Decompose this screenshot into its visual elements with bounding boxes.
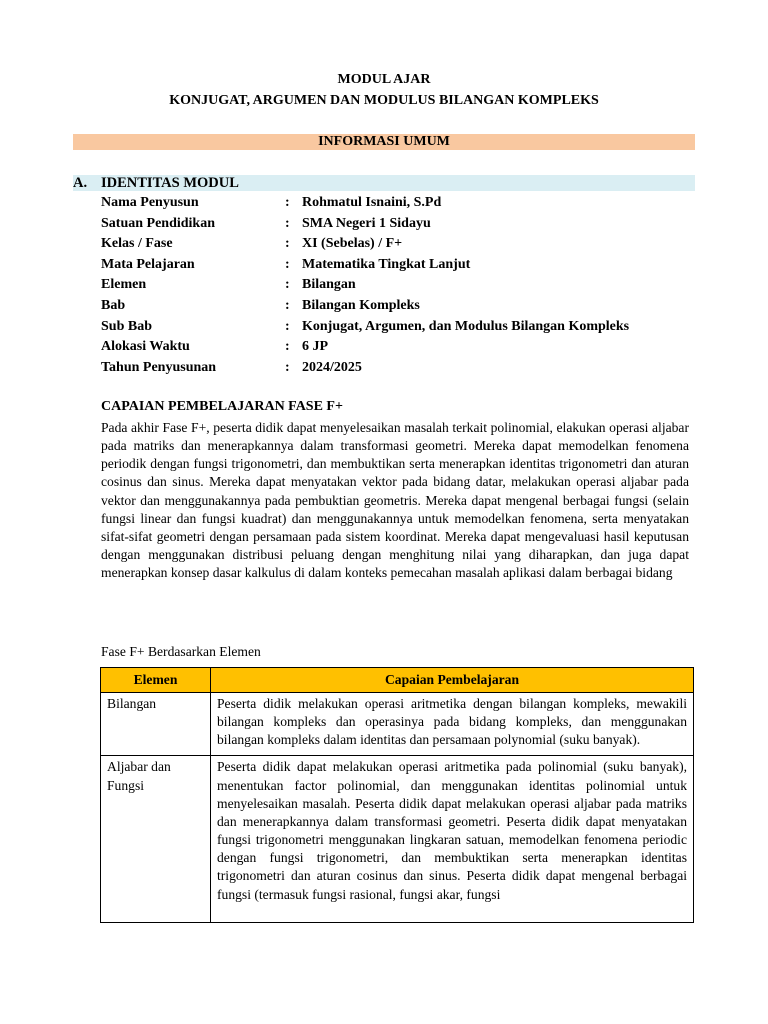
elemen-cell: Bilangan: [101, 693, 211, 756]
identitas-colon: :: [285, 277, 290, 293]
column-header-capaian: Capaian Pembelajaran: [211, 668, 694, 693]
identitas-value: Konjugat, Argumen, dan Modulus Bilangan Kompleks: [302, 318, 630, 334]
identitas-key: Sub Bab: [101, 318, 152, 334]
identitas-row: [101, 193, 701, 214]
module-subtitle: KONJUGAT, ARGUMEN DAN MODULUS BILANGAN KOMPLEKS: [169, 93, 599, 108]
section-label: IDENTITAS MODUL: [101, 175, 239, 191]
column-header-elemen: Elemen: [101, 668, 211, 693]
identitas-key: Kelas / Fase: [101, 236, 173, 252]
section-band-informasi-umum: INFORMASI UMUM: [73, 134, 695, 150]
identitas-key: Mata Pelajaran: [101, 256, 195, 272]
identitas-value: Matematika Tingkat Lanjut: [302, 256, 471, 272]
capaian-cell: [211, 756, 694, 923]
identitas-value: 2024/2025: [302, 359, 362, 375]
section-band-identitas-modul: [73, 175, 695, 191]
identitas-row: [101, 337, 701, 358]
identitas-colon: :: [285, 297, 290, 313]
identitas-row: [101, 214, 701, 235]
identitas-key: Nama Penyusun: [101, 195, 199, 210]
module-title: MODUL AJAR: [337, 72, 431, 87]
identitas-row: [101, 275, 701, 296]
capaian-heading: CAPAIAN PEMBELAJARAN FASE F+: [101, 399, 343, 414]
identitas-key: Elemen: [101, 277, 147, 293]
identitas-colon: :: [285, 318, 290, 334]
identitas-key: Satuan Pendidikan: [101, 215, 215, 231]
section-number: A.: [73, 175, 88, 191]
identitas-row: [101, 255, 701, 276]
identitas-value: Rohmatul Isnaini, S.Pd: [302, 195, 442, 210]
identitas-row: [101, 234, 701, 255]
identitas-value: Bilangan: [302, 277, 356, 293]
identitas-key: Alokasi Waktu: [101, 339, 190, 355]
capaian-cell-text: Peserta didik dapat melakukan operasi aritmetika pada polinomial (suku banyak), menentukan factor polinomial, dan menggunakan identitas polinomial untuk menyelesaikan masalah. Peserta didik dapat melakukan operasi aljabar pada matriks dan menerapkannya dalam transformasi geometri. Peserta didik dapat menyatakan fungsi trigonometri menggunakan lingkaran satuan, memodelkan fenomena periodic dengan fungsi trigonometri, dan membuktikan serta menerapkan identitas trigonometri dan aturan cosinus dan sinus. Peserta didik dapat mengenal berbagai fungsi (termasuk fungsi rasional, fungsi akar, fungsi: [217, 759, 687, 902]
identitas-colon: :: [285, 359, 290, 375]
elemen-cell: Aljabar dan Fungsi: [101, 756, 211, 923]
table-caption: Fase F+ Berdasarkan Elemen: [101, 644, 261, 659]
capaian-paragraph: Pada akhir Fase F+, peserta didik dapat menyelesaikan masalah terkait polinomial, elakukan operasi aljabar pada matriks dan menerapkannya dalam transformasi geometri. Mereka dapat memodelkan fenomena periodik dengan fungsi trigonometri, dan membuktikan serta menerapkan identitas trigonometri dan aturan cosinus dan sinus. Mereka dapat menyatakan vektor pada bidang datar, melakukan operasi aljabar pada vektor dan menggunakannya pada pembuktian geometris. Mereka dapat mengenal berbagai fungsi (selain fungsi linear dan fungsi kuadrat) dan menggunakannya untuk memodelkan fenomena, serta menyatakan sifat-sifat geometri dengan persamaan pada sistem koordinat. Mereka dapat mengevaluasi hasil keputusan dengan menggunakan distribusi peluang dengan menghitung nilai yang diharapkan, dan juga dapat menerapkan konsep dasar kalkulus di dalam konteks pemecahan masalah aplikasi dalam berbagai bidang: [101, 420, 689, 581]
identitas-row: [101, 296, 701, 317]
identitas-row: [101, 317, 701, 338]
identitas-colon: :: [285, 236, 290, 252]
table-header-row: [101, 668, 694, 693]
identitas-value: SMA Negeri 1 Sidayu: [302, 215, 431, 231]
capaian-cell: Peserta didik melakukan operasi aritmetika dengan bilangan kompleks, mewakili bilangan kompleks dan operasinya pada bidang kompleks, dan menggunakan bilangan kompleks dalam identitas dan persamaan polynomial (suku banyak).: [211, 693, 694, 756]
elemen-table: [100, 667, 694, 923]
identitas-key: Bab: [101, 297, 126, 313]
identitas-value: Bilangan Kompleks: [302, 297, 420, 313]
table-row: [101, 693, 694, 756]
identitas-colon: :: [285, 256, 290, 272]
identitas-colon: :: [285, 339, 290, 355]
identitas-key: Tahun Penyusunan: [101, 359, 217, 375]
identitas-value: XI (Sebelas) / F+: [302, 236, 403, 252]
identitas-list: [101, 193, 701, 378]
identitas-colon: :: [285, 215, 290, 231]
identitas-row: [101, 358, 701, 379]
table-row: [101, 756, 694, 923]
identitas-colon: :: [285, 195, 290, 210]
identitas-value: 6 JP: [302, 339, 329, 355]
